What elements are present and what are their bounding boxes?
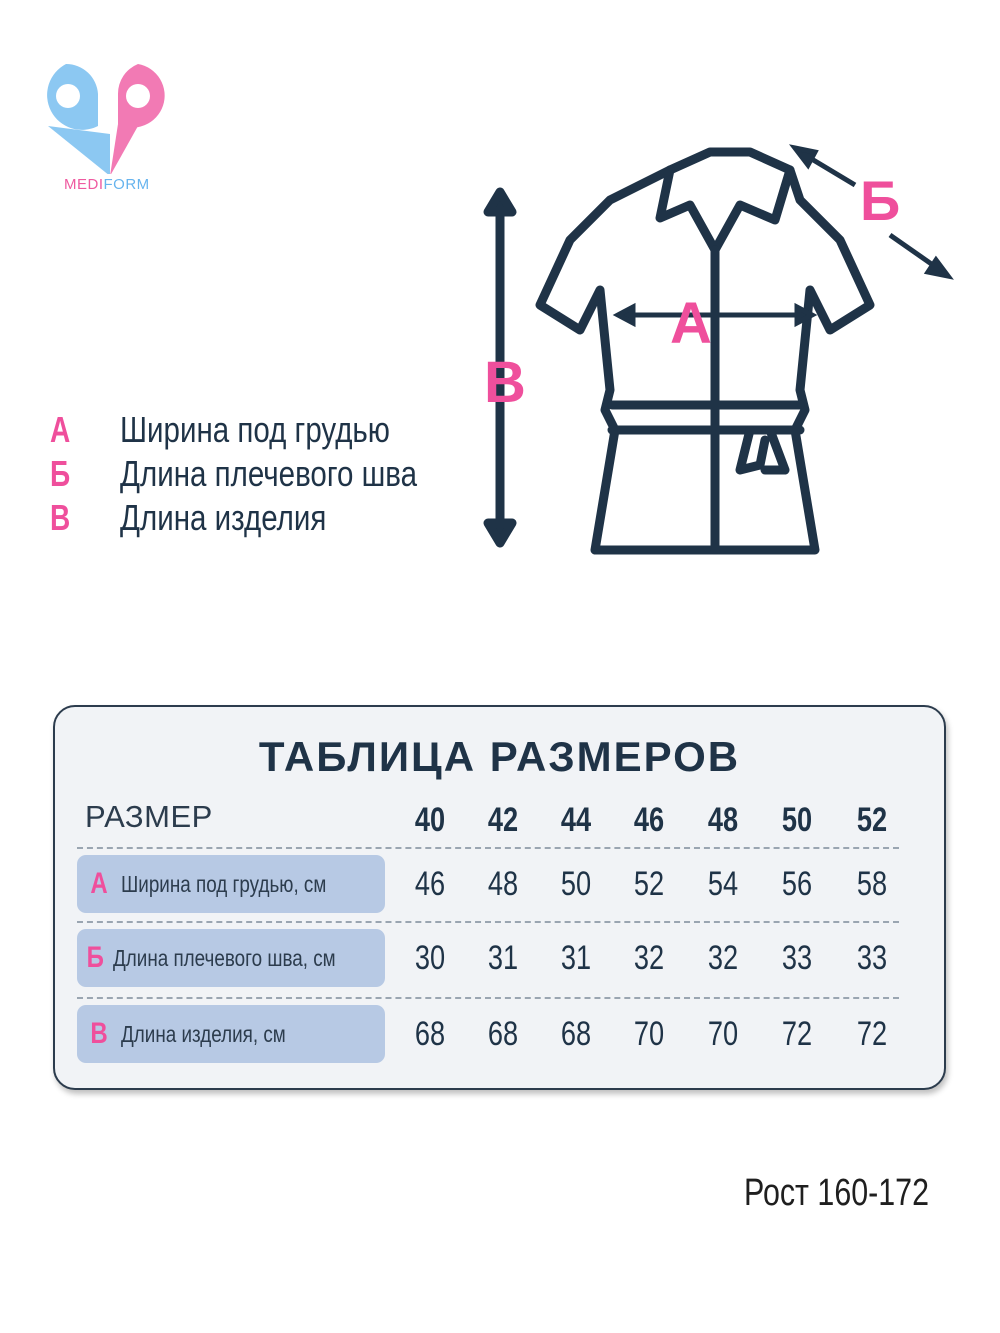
label-b: Б bbox=[860, 169, 901, 232]
row-letter: В bbox=[90, 1017, 108, 1050]
table-cell: 58 bbox=[856, 865, 888, 903]
row-letter: А bbox=[90, 867, 108, 900]
size-header: 46 bbox=[633, 801, 665, 839]
row-letter: Б bbox=[86, 941, 104, 974]
table-cell: 31 bbox=[560, 939, 592, 977]
size-header-label: РАЗМЕР bbox=[85, 799, 213, 834]
label-v: В bbox=[484, 350, 526, 415]
table-cell: 48 bbox=[487, 865, 519, 903]
legend-letter: А bbox=[50, 409, 71, 450]
table-cell: 70 bbox=[633, 1015, 665, 1053]
size-header: 48 bbox=[707, 801, 739, 839]
legend-text: Длина плечевого шва bbox=[120, 453, 418, 494]
legend-text: Ширина под грудью bbox=[120, 409, 390, 450]
size-header: 50 bbox=[781, 801, 813, 839]
table-cell: 68 bbox=[487, 1015, 519, 1053]
table-cell: 50 bbox=[560, 865, 592, 903]
table-cell: 46 bbox=[414, 865, 446, 903]
row-label: Длина плечевого шва, см bbox=[113, 944, 337, 971]
table-cell: 72 bbox=[781, 1015, 813, 1053]
row-label: Ширина под грудью, см bbox=[121, 870, 327, 897]
row-divider bbox=[77, 997, 899, 999]
legend-item bbox=[50, 408, 482, 452]
measurement-legend bbox=[50, 408, 482, 540]
table-cell: 33 bbox=[856, 939, 888, 977]
size-header: 42 bbox=[487, 801, 519, 839]
size-header: 52 bbox=[856, 801, 888, 839]
label-a: А bbox=[670, 291, 712, 356]
table-title: ТАБЛИЦА РАЗМЕРОВ bbox=[258, 733, 741, 780]
table-cell: 31 bbox=[487, 939, 519, 977]
table-cell: 72 bbox=[856, 1015, 888, 1053]
legend-item bbox=[50, 496, 482, 540]
table-cell: 52 bbox=[633, 865, 665, 903]
size-header: 44 bbox=[560, 801, 592, 839]
garment-diagram bbox=[470, 140, 970, 570]
table-cell: 30 bbox=[414, 939, 446, 977]
row-label-pill bbox=[77, 855, 385, 913]
table-cell: 32 bbox=[633, 939, 665, 977]
row-divider bbox=[77, 921, 899, 923]
legend-letter: В bbox=[50, 497, 71, 538]
row-label: Длина изделия, см bbox=[121, 1020, 286, 1047]
table-cell: 56 bbox=[781, 865, 813, 903]
legend-text: Длина изделия bbox=[120, 497, 327, 538]
height-note: Рост 160-172 bbox=[744, 1172, 929, 1214]
legend-item bbox=[50, 452, 482, 496]
legend-letter: Б bbox=[50, 453, 71, 494]
brand-name: MEDIFORM bbox=[64, 176, 150, 193]
row-divider bbox=[77, 847, 899, 849]
row-label-pill bbox=[77, 1005, 385, 1063]
table-cell: 32 bbox=[707, 939, 739, 977]
logo-heart-icon bbox=[38, 54, 178, 174]
table-cell: 68 bbox=[560, 1015, 592, 1053]
table-cell: 33 bbox=[781, 939, 813, 977]
table-cell: 68 bbox=[414, 1015, 446, 1053]
table-cell: 70 bbox=[707, 1015, 739, 1053]
row-label-pill bbox=[77, 929, 385, 987]
size-table-card bbox=[53, 705, 946, 1090]
table-cell: 54 bbox=[707, 865, 739, 903]
size-header: 40 bbox=[414, 801, 446, 839]
